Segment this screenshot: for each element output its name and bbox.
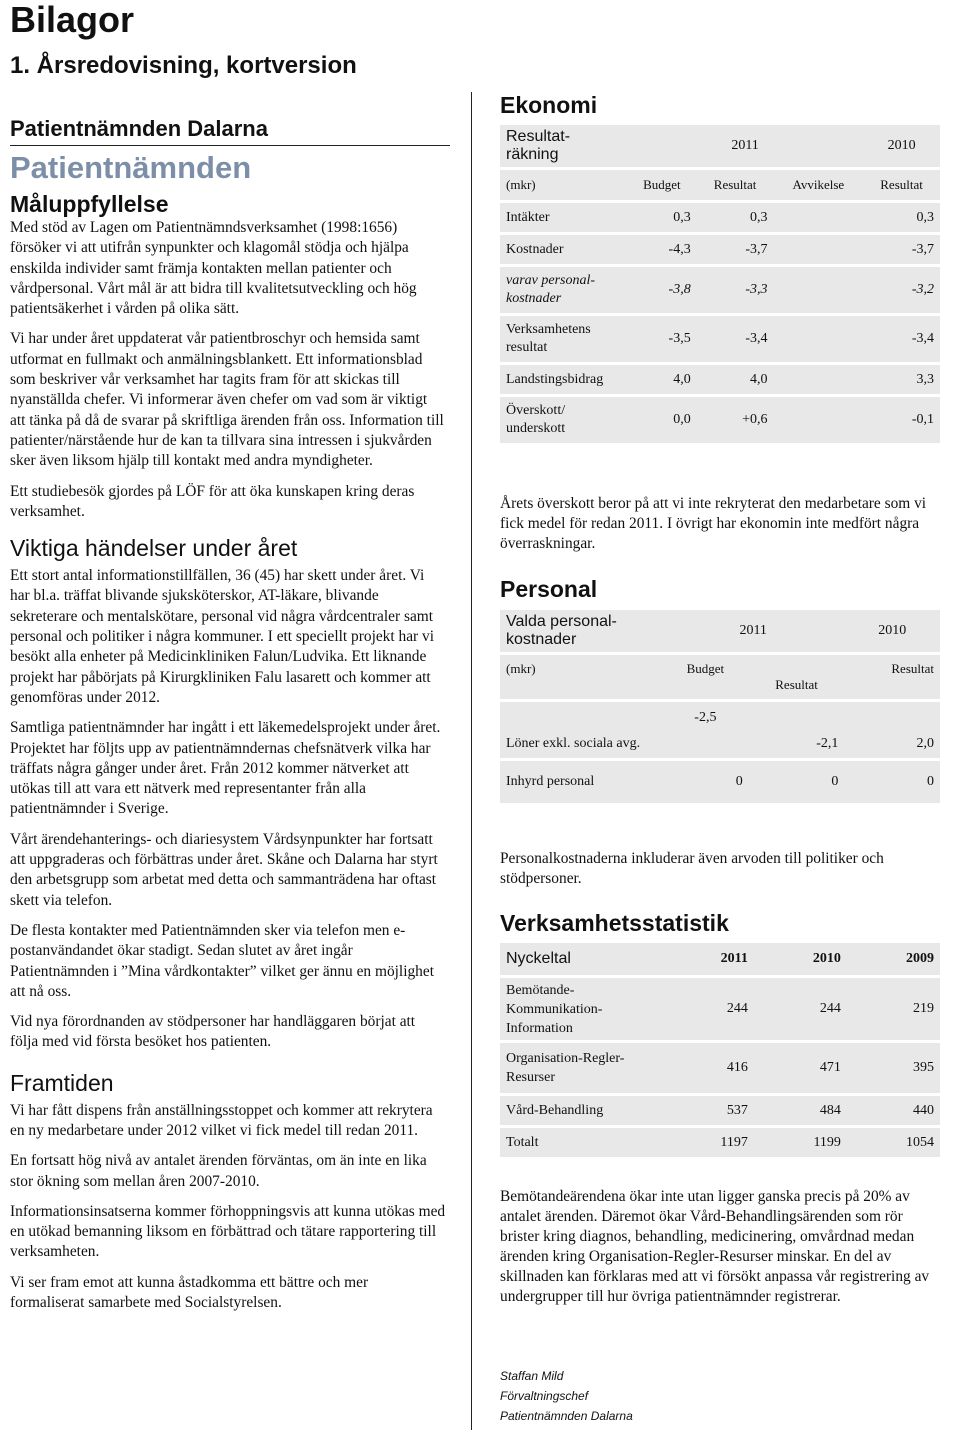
future-heading: Framtiden [10, 1069, 114, 1096]
economy-row-diff [774, 235, 864, 264]
economy-row-result: 4,0 [697, 365, 774, 394]
events-paragraph-3: Vårt ärendehanterings- och diariesystem Vårdsynpunkter har fortsatt att uppgraderas och förbättras under året. Skåne och Dalarna har styrt den arbetsgrupp som arbetat med detta och sammanträdena har oftast skett via telefon. [10, 830, 438, 909]
stats-row [500, 1043, 940, 1093]
economy-row-budget: 0,0 [627, 397, 697, 443]
economy-row-label: varav personal- kostnader [500, 267, 627, 313]
personnel-row-prev: 0 [844, 761, 940, 803]
economy-row [500, 267, 940, 313]
personnel-row-prev: 2,0 [844, 702, 940, 758]
personnel-row [500, 761, 940, 803]
stats-heading: Verksamhetsstatistik [500, 910, 729, 936]
events-paragraph-1: Ett stort antal informationstillfällen, 36 (45) har skett under året. Vi har bl.a. träffat blivande sjuksköterskor, AT-läkare, blivande sekreterare och mentalskötare, personal vid några vårdcentraler samt personal och politiker i några kommuner. I ett speciellt projekt har vi besökt alla enheter på Medicinkliniken Falun/Ludvika. Ett liknande projekt har påbörjats på Kirurgkliniken Falu lasarett och kommer att genomföras under 2012. [10, 567, 434, 706]
economy-row-label: Intäkter [500, 203, 627, 232]
stats-row-2009: 1054 [847, 1128, 940, 1157]
stats-row-2009: 395 [847, 1043, 940, 1093]
economy-row-prev: -3,7 [863, 235, 940, 264]
events-paragraph-5: Vid nya förordnanden av stödpersoner har handläggaren börjat att följa med vid första besöket hos patienten. [10, 1013, 416, 1051]
economy-table [500, 122, 940, 446]
stats-col-key: Nyckeltal [500, 943, 662, 975]
stats-row-2010: 244 [754, 978, 847, 1040]
goal-paragraph-3: Ett studiebesök gjordes på LÖF för att öka kunskapen kring deras verksamhet. [10, 482, 415, 520]
goal-heading: Måluppfyllelse [10, 191, 169, 217]
economy-row-label: Landstingsbidrag [500, 365, 627, 394]
economy-row-budget: -3,5 [627, 316, 697, 362]
stats-row-label: Organisation-Regler- Resurser [500, 1043, 662, 1093]
stats-row-2010: 471 [754, 1043, 847, 1093]
future-paragraph-3: Informationsinsatserna kommer förhoppningsvis att kunna utökas med en utökad bemanning liksom en förbättrad och tätare rapportering till verksamheten. [10, 1202, 446, 1261]
personnel-note: Personalkostnaderna inkluderar även arvoden till politiker och stödpersoner. [500, 850, 884, 887]
economy-unit: (mkr) [500, 170, 627, 200]
economy-row-budget: -3,8 [627, 267, 697, 313]
future-paragraph-4: Vi ser fram emot att kunna åstadkomma ett bättre och mer formaliserat samarbete med Socialstyrelsen. [10, 1273, 369, 1312]
stats-col-2010: 2010 [754, 943, 847, 975]
economy-table-title: Resultat- räkning [500, 125, 627, 167]
stats-row-2010: 484 [754, 1096, 847, 1125]
personnel-row-budget: -2,5 [662, 702, 749, 758]
economy-col-result: Resultat [697, 170, 774, 200]
stats-note: Bemötandeärendena ökar inte utan ligger ganska precis på 20% av antalet ärenden. Däremot ökar Vård-Behandlingsärenden som rör brister kring diagnos, behandling, medicinering, omvårdnad medan ärenden kring Organisation-Regler-Resurser minskar. En del av skillnaden kan förklaras med att vi försökt anpassa vår registrering av undergrupper till hur övriga patientnämnder registrerar. [500, 1188, 930, 1305]
economy-row-budget: 0,3 [627, 203, 697, 232]
stats-row [500, 1096, 940, 1125]
economy-row-budget: 4,0 [627, 365, 697, 394]
personnel-row-result: -2,1 [749, 702, 845, 758]
big-section-title: Patientnämnden [10, 150, 252, 185]
stats-row [500, 978, 940, 1040]
page-title: Bilagor [10, 0, 135, 40]
goal-paragraph-1: Med stöd av Lagen om Patientnämndsverksamhet (1998:1656) försöker vi att utifrån synpunkter och klagomål stödja och hjälpa enskilda individer samt främja kontakten mellan patienter och vårdpersonal. Vårt mål är att bidra till kvalitetsutveckling och hög patientsäkerhet i vården på olika sätt. [10, 219, 417, 318]
stats-row-2011: 537 [662, 1096, 754, 1125]
personnel-row-label: Löner exkl. sociala avg. [500, 702, 662, 758]
economy-row-diff [774, 316, 864, 362]
economy-row [500, 365, 940, 394]
economy-row-label: Överskott/ underskott [500, 397, 627, 443]
page-subtitle: 1. Årsredovisning, kortversion [10, 52, 357, 79]
stats-col-2011: 2011 [662, 943, 754, 975]
personnel-unit: (mkr) [500, 655, 662, 699]
stats-row-2011: 1197 [662, 1128, 754, 1157]
stats-row [500, 1128, 940, 1157]
stats-table [500, 940, 940, 1160]
signature-name: Staffan Mild [500, 1369, 564, 1383]
economy-row-result: -3,7 [697, 235, 774, 264]
personnel-col-result: Resultat [749, 655, 845, 699]
future-paragraph-2: En fortsatt hög nivå av antalet ärenden förväntas, om än inte en lika stor ökning som mellan åren 2007-2010. [10, 1152, 427, 1190]
economy-row [500, 235, 940, 264]
economy-row-diff [774, 397, 864, 443]
stats-row-2011: 416 [662, 1043, 754, 1093]
economy-year-2010: 2010 [863, 125, 940, 167]
stats-row-2009: 219 [847, 978, 940, 1040]
personnel-row-label: Inhyrd personal [500, 761, 662, 803]
personnel-col-budget: Budget [662, 655, 749, 699]
stats-row-2010: 1199 [754, 1128, 847, 1157]
events-heading: Viktiga händelser under året [10, 535, 298, 562]
goal-paragraph-2: Vi har under året uppdaterat vår patientbroschyr och hemsida samt utformat en fullmakt och anmälningsblankett. Ett informationsblad som beskriver vår verksamhet har tagits fram för att skickas till nyanställda chefer. Vi informerar även chefer om vad som är viktigt att tänka på då de svarar på skriftliga ärenden från oss. Information till patienter/närstående hur de kan ta tillvara sina intressen i sjukvården sker även liksom hjälp till kontakt med andra myndigheter. [10, 330, 444, 470]
economy-row-result: -3,4 [697, 316, 774, 362]
stats-row-label: Bemötande- Kommunikation- Information [500, 978, 662, 1040]
economy-row-prev: 3,3 [863, 365, 940, 394]
economy-row-diff [774, 267, 864, 313]
personnel-table [500, 607, 940, 806]
economy-col-result-prev: Resultat [863, 170, 940, 200]
economy-row [500, 203, 940, 232]
economy-row-label: Verksamhetens resultat [500, 316, 627, 362]
economy-col-diff: Avvikelse [774, 170, 864, 200]
personnel-table-title: Valda personal- kostnader [500, 610, 662, 652]
economy-row-prev: 0,3 [863, 203, 940, 232]
economy-row-result: -3,3 [697, 267, 774, 313]
personnel-col-result-prev: Resultat [844, 655, 940, 699]
signature [500, 1366, 633, 1426]
events-paragraph-2: Samtliga patientnämnder har ingått i ett läkemedelsprojekt under året. Projektet har följts upp av patientnämndernas chefsnätverk vilka har träffats några gånger under året. Från 2012 kommer nätverket att utökas till att vara ett nätverk med representanter från alla patientnämnder i Sverige. [10, 719, 441, 818]
economy-note: Årets överskott beror på att vi inte rekryterat den medarbetare som vi fick medel för redan 2011. I övrigt har ekonomin inte medfört några överraskningar. [500, 495, 927, 552]
personnel-year-2010: 2010 [844, 610, 940, 652]
personnel-row [500, 702, 940, 758]
economy-row-budget: -4,3 [627, 235, 697, 264]
left-body [10, 190, 446, 1313]
future-paragraph-1: Vi har fått dispens från anställningsstoppet och kommer att rekrytera en ny medarbetare under 2012 vilket vi fick medel till redan 2011. [10, 1101, 433, 1139]
department-heading: Patientnämnden Dalarna [10, 116, 450, 146]
economy-row [500, 397, 940, 443]
economy-row [500, 316, 940, 362]
stats-row-label: Vård-Behandling [500, 1096, 662, 1125]
signature-role: Förvaltningschef [500, 1389, 589, 1403]
economy-year-2011: 2011 [627, 125, 863, 167]
economy-row-prev: -3,2 [863, 267, 940, 313]
personnel-row-budget: 0 [662, 761, 749, 803]
personnel-row-result: 0 [749, 761, 845, 803]
stats-row-2011: 244 [662, 978, 754, 1040]
personnel-heading: Personal [500, 576, 598, 602]
economy-row-label: Kostnader [500, 235, 627, 264]
economy-row-result: +0,6 [697, 397, 774, 443]
column-divider [471, 92, 472, 1430]
personnel-year-2011: 2011 [662, 610, 844, 652]
events-paragraph-4: De flesta kontakter med Patientnämnden sker via telefon men e-postanvändandet ökar stadigt. Sedan slutet av året ingår Patientnämnden i ”Mina vårdkontakter” vilket ger ännu en möjlighet att nå oss. [10, 921, 434, 1000]
economy-row-diff [774, 203, 864, 232]
economy-heading: Ekonomi [500, 92, 598, 118]
economy-row-result: 0,3 [697, 203, 774, 232]
stats-row-2009: 440 [847, 1096, 940, 1125]
economy-col-budget: Budget [627, 170, 697, 200]
economy-row-diff [774, 365, 864, 394]
stats-col-2009: 2009 [847, 943, 940, 975]
economy-row-prev: -0,1 [863, 397, 940, 443]
signature-org: Patientnämnden Dalarna [500, 1409, 633, 1423]
stats-row-label: Totalt [500, 1128, 662, 1157]
economy-row-prev: -3,4 [863, 316, 940, 362]
